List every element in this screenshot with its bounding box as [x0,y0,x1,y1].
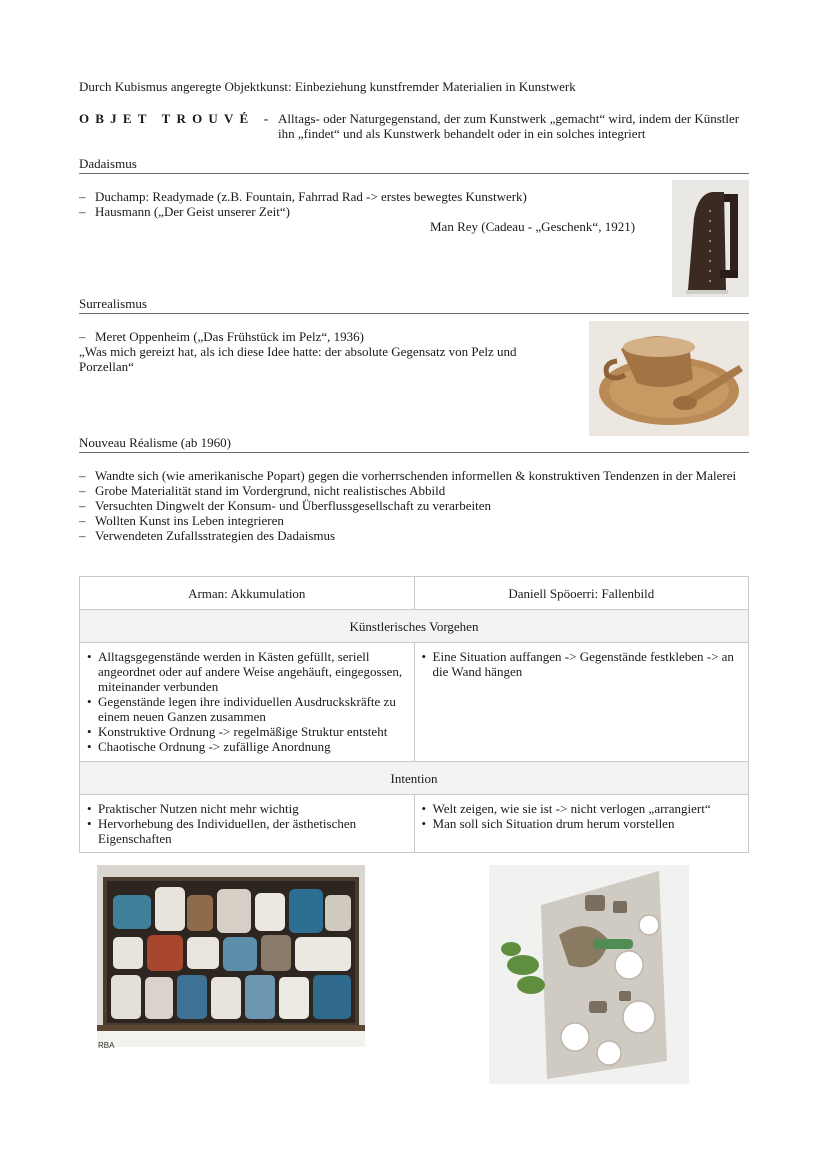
list-item: – Wollten Kunst ins Leben integrieren [79,513,739,528]
objet-trouve-term: OBJET TROUVÉ - [79,111,275,126]
list-item: • Chaotische Ordnung -> zufällige Anordnung [86,739,408,754]
section-heading-surrealismus: Surrealismus [79,296,749,314]
list-item: • Praktischer Nutzen nicht mehr wichtig [86,801,408,816]
list-item: – Wandte sich (wie amerikanische Popart) gegen die vorherrschenden informellen & konstruktiven Tendenzen in der Malerei [79,468,739,483]
list-item: – Hausmann („Der Geist unserer Zeit“) [79,204,669,219]
man-ray-caption: Man Rey (Cadeau - „Geschenk“, 1921) [430,219,636,234]
list-item: • Welt zeigen, wie sie ist -> nicht verlogen „arrangiert“ [421,801,742,816]
table-row [80,643,749,762]
table-cell [414,795,748,853]
dadaismus-list [79,189,669,219]
band-vorgehen: Künstlerisches Vorgehen [80,610,749,643]
list-item: – Duchamp: Readymade (z.B. Fountain, Fahrrad Rad -> erstes bewegtes Kunstwerk) [79,189,669,204]
photo-credit: RBA [98,1041,115,1050]
list-item: • Man soll sich Situation drum herum vorstellen [421,816,742,831]
spoerri-fallenbild-image [489,865,689,1084]
table-row [80,795,749,853]
table-band-row [80,762,749,795]
section-heading-dadaismus: Dadaismus [79,156,749,174]
column-header-arman: Arman: Akkumulation [80,577,415,610]
list-item: • Konstruktive Ordnung -> regelmäßige Struktur entsteht [86,724,408,739]
surrealismus-list [79,329,569,344]
list-item: – Meret Oppenheim („Das Frühstück im Pelz“, 1936) [79,329,569,344]
fur-teacup-image [589,321,749,436]
list-item: • Eine Situation auffangen -> Gegenstände festkleben -> an die Wand hängen [421,649,742,679]
table-cell [414,643,748,762]
column-header-spoerri: Daniell Spöoerri: Fallenbild [414,577,748,610]
list-item: • Gegenstände legen ihre individuellen Ausdruckskräfte zu einem neuen Ganzen zusammen [86,694,408,724]
nouveau-realisme-list [79,468,739,543]
band-intention: Intention [80,762,749,795]
list-item: – Grobe Materialität stand im Vordergrund, nicht realistisches Abbild [79,483,739,498]
list-item: • Hervorhebung des Individuellen, der ästhetischen Eigenschaften [86,816,408,846]
oppenheim-quote: „Was mich gereizt hat, als ich diese Idee hatte: der absolute Gegensatz von Pelz und Porzellan“ [79,344,517,374]
arman-accumulation-image [97,865,365,1047]
table-header-row [80,577,749,610]
section-heading-nouveau-realisme: Nouveau Réalisme (ab 1960) [79,435,749,453]
list-item: – Versuchten Dingwelt der Konsum- und Überflussgesellschaft zu verarbeiten [79,498,739,513]
comparison-table [79,576,749,853]
intro-line: Durch Kubismus angeregte Objektkunst: Einbeziehung kunstfremder Materialien in Kunstwerk [79,79,576,94]
objet-trouve-definition: Alltags- oder Naturgegenstand, der zum Kunstwerk „gemacht“ wird, indem der Künstler ihn „findet“ und als Kunstwerk behandelt oder in ein solches integriert [278,111,740,141]
list-item: • Alltagsgegenstände werden in Kästen gefüllt, seriell angeordnet oder auf andere Weise angehäuft, eingegossen, miteinander verbunden [86,649,408,694]
table-cell [80,795,415,853]
list-item: – Verwendeten Zufallsstrategien des Dadaismus [79,528,739,543]
table-cell [80,643,415,762]
cadeau-iron-image [672,180,749,297]
table-band-row [80,610,749,643]
